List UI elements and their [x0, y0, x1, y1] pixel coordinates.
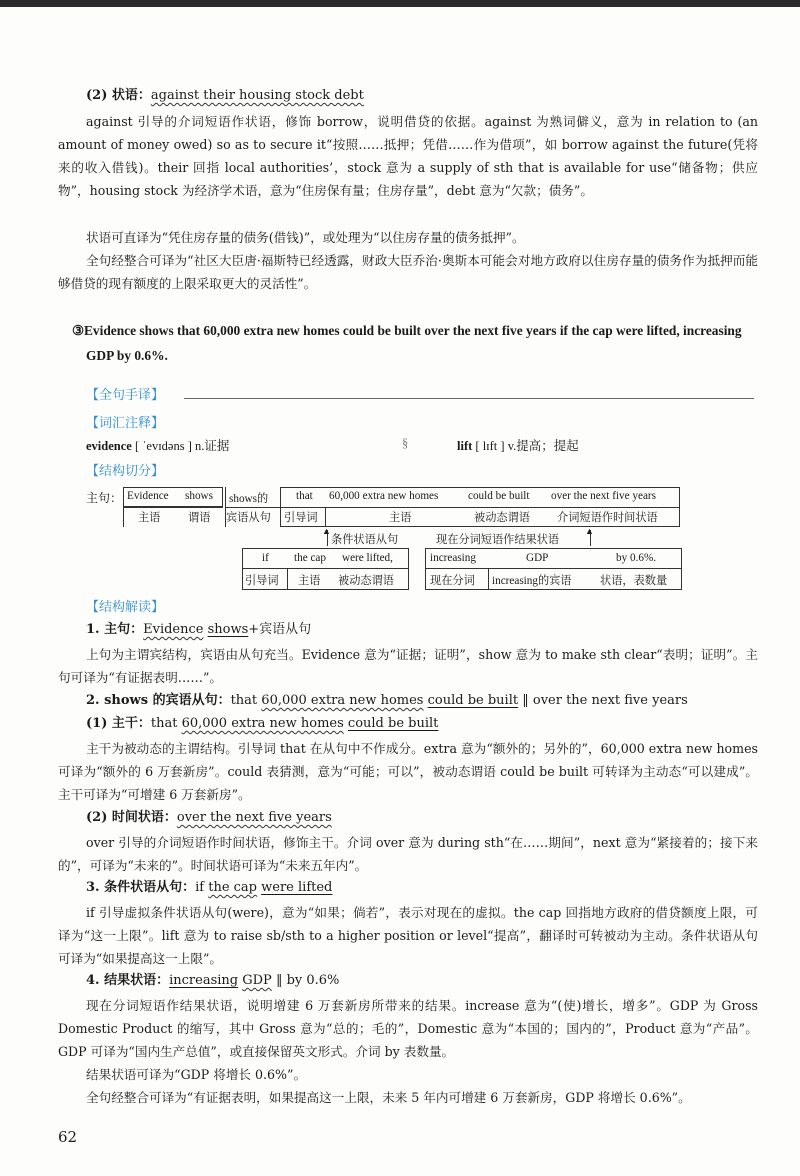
top-border	[0, 0, 800, 7]
diagram-main-label: 主句：	[86, 491, 123, 505]
label-inc-obj: increasing的宾语	[492, 575, 572, 587]
analysis-p1: 上句为主谓宾结构，宾语由从句充当。Evidence 意为“证据；证明”，show 意为 to make sth clear“表明；证明”。主句可译为“有证据表明……”。	[58, 647, 758, 685]
box4-sep	[488, 568, 489, 590]
label-subject-3: 主语	[298, 575, 321, 587]
analysis-h2-2: (2) 时间状语：over the next five years	[86, 810, 332, 825]
sec2-para-2: 状语可直译为“凭住房存量的债务(借钱)”，或处理为“以住房存量的债务抵押”。	[86, 230, 525, 245]
box4-divider	[425, 568, 682, 569]
box1-divider	[123, 507, 223, 508]
box2-divider	[280, 507, 680, 508]
box3-divider	[242, 568, 409, 569]
page-number: 62	[58, 1128, 78, 1146]
word-gdp: GDP	[526, 552, 549, 564]
word-if: if	[262, 552, 269, 564]
analysis-p2: 主干为被动态的主谓结构。引导词 that 在从句中不作成分。extra 意为“额外的；另外的”，60,000 extra new homes 可译为“额外的 6 万套新房”。could 表猜测，意为“可能；可以”，被动态谓语 could be built 可转译为主动态“可以建成”。主干可译为“可增建 6 万套新房”。	[58, 741, 758, 802]
word-evidence: Evidence	[127, 490, 169, 502]
analysis-label: 【结构解读】	[86, 600, 165, 615]
word-increasing: increasing	[430, 552, 476, 564]
label-object-clause: 宾语从句	[226, 512, 271, 524]
vocab-lift: lift [ lɪft ] v.提高；提起	[457, 439, 579, 453]
analysis-p6: 结果状语可译为“GDP 将增长 0.6%”。	[86, 1067, 307, 1082]
translate-blank-line	[184, 398, 754, 399]
full-translate-label: 【全句手译】	[86, 388, 165, 403]
word-homes: 60,000 extra new homes	[329, 490, 439, 502]
section-glyph: §	[402, 436, 409, 450]
analysis-h1: 1. 主句：Evidence shows+宾语从句	[86, 622, 312, 637]
word-by: by 0.6%.	[616, 552, 657, 564]
shows-de-divider	[225, 507, 280, 508]
box1-left-ext	[123, 507, 124, 527]
label-adv-amount: 状语，表数量	[600, 575, 668, 587]
label-passive-pred-2: 被动态谓语	[338, 575, 394, 587]
analysis-h2: 2. shows 的宾语从句：that 60,000 extra new homes could be built ‖ over the next five years	[86, 693, 688, 708]
word-over: over the next five years	[551, 490, 656, 502]
box2-sep1	[325, 507, 326, 527]
structure-label: 【结构切分】	[86, 464, 165, 479]
box3-sep	[287, 568, 288, 590]
sec2-para-3: 全句经整合可译为“社区大臣唐·福斯特已经透露，财政大臣乔治·奥斯本可能会对地方政府以住房存量的债务作为抵押而能够借贷的现有额度的上限采取更大的灵活性”。	[58, 253, 758, 291]
label-subject: 主语	[138, 512, 161, 524]
analysis-h4: 4. 结果状语：increasing GDP ‖ by 0.6%	[86, 973, 340, 988]
label-prep-adv: 介词短语作时间状语	[557, 512, 658, 524]
word-shows: shows	[185, 490, 213, 502]
analysis-h2-1: (1) 主干：that 60,000 extra new homes could be built	[86, 716, 439, 731]
vocab-evidence: evidence [ ˈevɪdəns ] n.证据	[86, 439, 230, 453]
vocab-label: 【词汇注释】	[86, 416, 165, 431]
cond-arrow-head: ▲	[322, 526, 331, 536]
label-introducer: 引导词	[284, 512, 318, 524]
result-arrow-head: ▲	[585, 526, 594, 536]
sentence-3: ③Evidence shows that 60,000 extra new homes could be built over the next five years if the cap were lifted, increasing GDP by 0.6%.	[72, 323, 742, 363]
label-result: 现在分词短语作结果状语	[436, 534, 560, 546]
label-introducer-2: 引导词	[245, 575, 279, 587]
word-could-be-built: could be built	[468, 490, 530, 502]
word-that: that	[296, 490, 313, 502]
analysis-h3: 3. 条件状语从句：if the cap were lifted	[86, 880, 333, 895]
label-passive-pred: 被动态谓语	[474, 512, 530, 524]
word-the-cap: the cap	[294, 552, 326, 564]
analysis-p4: if 引导虚拟条件状语从句(were)，意为“如果；倘若”，表示对现在的虚拟。the cap 回指地方政府的借贷额度上限，可译为“这一上限”。lift 意为 to raise sb/sth to a higher position or level“提高”，翻译时可转被动为主动。条件状语从句可译为“如果提高这一上限”。	[58, 905, 758, 966]
analysis-p7: 全句经整合可译为“有证据表明，如果提高这一上限，未来 5 年内可增建 6 万套新房，GDP 将增长 0.6%”。	[86, 1090, 691, 1105]
label-shows-de: shows的	[229, 493, 269, 505]
label-subject-2: 主语	[389, 512, 412, 524]
section-2-heading: (2) 状语：against their housing stock debt	[86, 88, 364, 103]
analysis-p5: 现在分词短语作结果状语，说明增建 6 万套新房所带来的结果。increase 意为“(使)增长，增多”。GDP 为 Gross Domestic Product 的缩写，其中 Gross 意为“总的；毛的”，Domestic 意为“本国的；国内的”，Product 意为“产品”。GDP 可译为“国内生产总值”，或直接保留英文形式。介词 by 表数量。	[58, 998, 758, 1059]
sec2-para-1: against 引导的介词短语作状语，修饰 borrow，说明借贷的依据。against 为熟词僻义，意为 in relation to (an amount of money owed) so as to secure it“按照……抵押；凭借……作为借项”，如 borrow against the future(凭将来的收入借钱)。their 回指 local authorities’，stock 意为 a supply of sth that is available for use“储备物；供应物”，housing stock 为经济学术语，意为“住房保有量；住房存量”，debt 意为“欠款；债务”。	[58, 114, 758, 198]
label-predicate: 谓语	[188, 512, 211, 524]
label-cond: 条件状语从句	[331, 534, 399, 546]
word-were-lifted: were lifted,	[342, 552, 393, 564]
analysis-p3: over 引导的介词短语作时间状语，修饰主干。介词 over 意为 during sth“在……期间”，next 意为“紧接着的；接下来的”，可译为“未来的”。时间状语可译为“未来五年内”。	[58, 835, 758, 873]
label-pres-part: 现在分词	[430, 575, 475, 587]
